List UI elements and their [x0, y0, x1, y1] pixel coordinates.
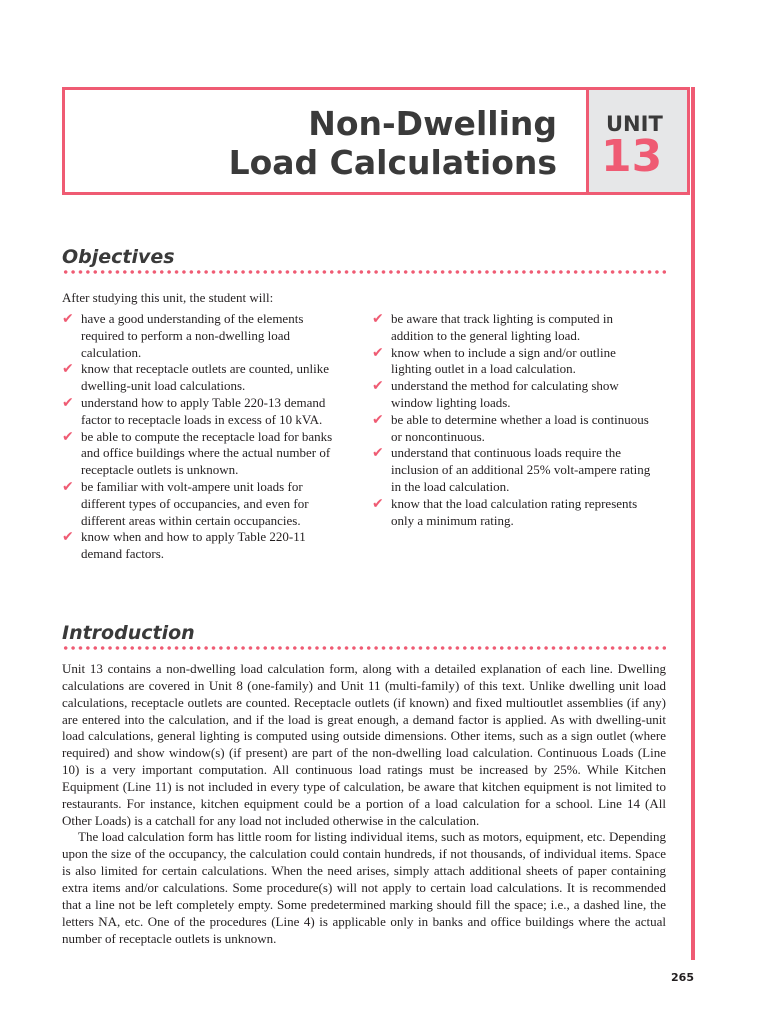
objective-item: ✔ be familiar with volt-ampere unit loads for different types of occupancies, and even for different areas within certain occupancies. [62, 478, 309, 528]
introduction-heading: Introduction [62, 622, 195, 644]
unit-number: 13 [601, 131, 663, 182]
objective-item: ✔ understand the method for calculating show window lighting loads. [372, 378, 619, 410]
check-icon: ✔ [372, 311, 384, 327]
check-icon: ✔ [62, 428, 74, 445]
unit-label: UNIT [606, 112, 663, 136]
objective-item: ✔ know that the load calculation rating represents only a minimum rating. [372, 495, 638, 528]
check-icon: ✔ [62, 361, 74, 378]
unit-title [229, 104, 557, 182]
unit-title-box [62, 87, 690, 195]
objectives-list-right [372, 311, 654, 529]
objective-item: ✔ understand that continuous loads require the inclusion of an additional 25% volt-ampere rating in the load calculation. [372, 445, 651, 494]
objective-item: ✔ be able to determine whether a load is continuous or noncontinuous. [372, 411, 649, 444]
check-icon: ✔ [372, 445, 384, 462]
objective-item: ✔ know when and how to apply Table 220-11 demand factors. [62, 529, 306, 562]
objective-item: ✔ be able to compute the receptacle load for banks and office buildings where the actual number of receptacle outlets is unknown. [62, 428, 333, 478]
objectives-intro: After studying this unit, the student will: [62, 290, 274, 305]
check-icon: ✔ [372, 378, 384, 395]
check-icon: ✔ [62, 311, 74, 327]
objective-item: ✔ understand how to apply Table 220-13 demand factor to receptacle loads in excess of 10 kVA. [62, 394, 326, 427]
introduction-paragraph-2: The load calculation form has little room for listing individual items, such as motors, equipment, etc. Depending upon the size of the occupancy, the calculation could contain hundreds, if not thousands, of individual items. Space is also limited for certain calculations. When the need arises, simply attach additional sheets of paper containing extra items and/or calculations. Some procedure(s) will not apply to certain load calculations. It is recommended that a line not be left completely empty. Some predetermined marking should fill the space; i.e., a dashed line, the letters NA, etc. One of the procedures (Line 4) is applicable only in banks and office buildings where the actual number of receptacle outlets is unknown. [62, 829, 666, 946]
unit-badge [586, 90, 687, 192]
introduction-body [62, 661, 666, 947]
check-icon: ✔ [372, 495, 384, 512]
objective-item: ✔ be aware that track lighting is computed in addition to the general lighting load. [372, 311, 614, 343]
introduction-paragraph-1: Unit 13 contains a non-dwelling load calculation form, along with a detailed explanation of each line. Dwelling calculations are covered in Unit 8 (one-family) and Unit 11 (multi-family) of this text. Unlike dwelling unit load calculations, receptacle outlets are counted. Receptacle outlets (if known) and fixed multioutlet assemblies (if any) are entered into the calculation, and if the load is great enough, a demand factor is applied. As with dwelling-unit load calculations, general lighting is computed using outside dimensions. Other items, such as a sign outlet (where required) and show window(s) (if present) are part of the non-dwelling load calculation. Continuous Loads (Line 10) is a very important computation. All continuous load ratings must be increased by 25%. While Kitchen Equipment (Line 11) is not included in every type of calculation, be aware that kitchen equipment is not limited to restaurants. For instance, kitchen equipment could be a portion of a load calculation for a school. Line 14 (All Other Loads) is a catchall for any load not included otherwise in the calculation. [62, 661, 666, 828]
check-icon: ✔ [62, 394, 74, 411]
objective-item: ✔ have a good understanding of the elements required to perform a non-dwelling load calculation. [62, 311, 304, 360]
objectives-heading: Objectives [62, 246, 175, 268]
check-icon: ✔ [62, 529, 74, 546]
title-line-1: Non-Dwelling [308, 104, 557, 143]
objectives-list-left [62, 311, 342, 563]
objective-item: ✔ know when to include a sign and/or outline lighting outlet in a load calculation. [372, 344, 616, 377]
introduction-dotted-rule [62, 646, 666, 650]
objective-item: ✔ know that receptacle outlets are counted, unlike dwelling-unit load calculations. [62, 361, 329, 394]
page-number: 265 [671, 971, 694, 984]
check-icon: ✔ [372, 344, 384, 361]
check-icon: ✔ [62, 478, 74, 495]
check-icon: ✔ [372, 411, 384, 428]
title-line-2: Load Calculations [228, 143, 557, 182]
objectives-dotted-rule [62, 270, 666, 274]
page-edge-bar [691, 87, 695, 960]
